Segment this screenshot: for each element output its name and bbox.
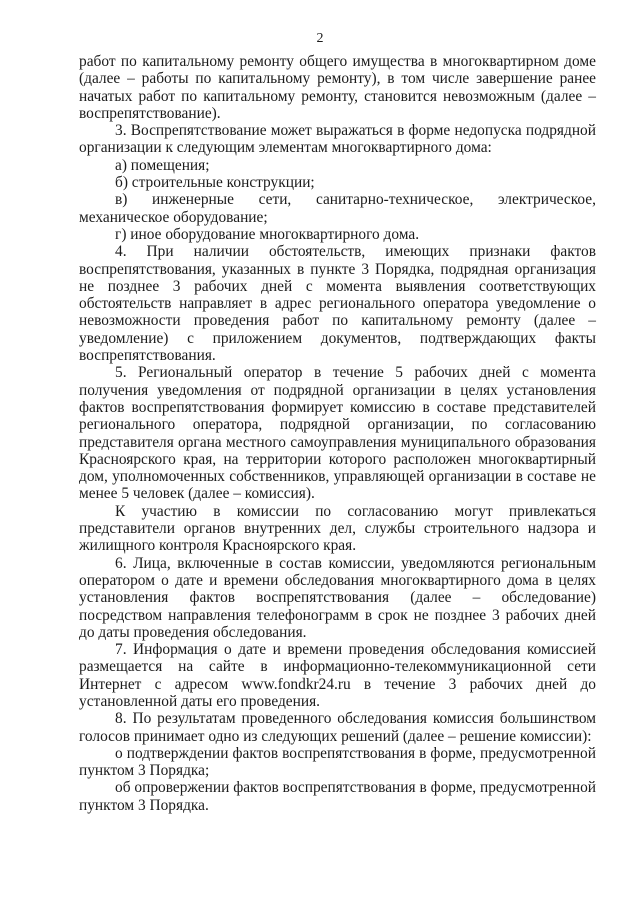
- list-item: об опровержении фактов воспрепятствования в форме, предусмотренной пунктом 3 Порядка.: [79, 779, 596, 814]
- paragraph: 4. При наличии обстоятельств, имеющих признаки фактов воспрепятствования, указанных в пункте 3 Порядка, подрядная организация не позднее 3 рабочих дней с момента выявления соответствующих обстоятельств направляет в адрес регионального оператора уведомление о невозможности проведения работ по капитальному ремонту (далее – уведомление) с приложением документов, подтверждающих факты воспрепятствования.: [79, 243, 596, 365]
- list-item: в) инженерные сети, санитарно-техническое, электрическое, механическое оборудование;: [79, 191, 596, 226]
- list-item: б) строительные конструкции;: [115, 174, 315, 192]
- list-item: г) иное оборудование многоквартирного дома.: [115, 225, 420, 243]
- paragraph: 3. Воспрепятствование может выражаться в форме недопуска подрядной организации к следующим элементам многоквартирного дома:: [79, 122, 596, 157]
- paragraph: 7. Информация о дате и времени проведения обследования комиссией размещается на сайте в информационно-телекоммуникационной сети Интернет с адресом www.fondkr24.ru в течение 3 рабочих дней до установленной даты его проведения.: [79, 641, 596, 710]
- paragraph: 6. Лица, включенные в состав комиссии, уведомляются региональным оператором о дате и времени обследования многоквартирного дома в целях установления фактов воспрепятствования (далее – обследование) посредством направления телефонограмм в срок не позднее 3 рабочих дней до даты проведения обследования.: [79, 554, 596, 641]
- list-item: а) помещения;: [115, 156, 210, 174]
- list-item: о подтверждении фактов воспрепятствования в форме, предусмотренной пунктом 3 Порядка;: [79, 744, 596, 780]
- paragraph: 5. Региональный оператор в течение 5 рабочих дней с момента получения уведомления от подрядной организации в целях установления фактов воспрепятствования формирует комиссию в составе представителей регионального оператора, подрядной организации, по согласованию представителя органа местного самоуправления муниципального образования Красноярского края, на территории которого расположен многоквартирный дом, уполномоченных собственников, управляющей организации в составе не менее 5 человек (далее – комиссия).: [79, 364, 596, 503]
- paragraph: 8. По результатам проведенного обследования комиссия большинством голосов принимает одно из следующих решений (далее – решение комиссии):: [79, 710, 596, 745]
- paragraph: К участию в комиссии по согласованию могут привлекаться представители органов внутренних дел, службы строительного надзора и жилищного контроля Красноярского края.: [79, 502, 596, 555]
- document-body: [79, 53, 596, 814]
- page-number: 2: [316, 31, 324, 46]
- paragraph: работ по капитальному ремонту общего имущества в многоквартирном доме (далее – работы по капитальному ремонту), в том числе завершение ранее начатых работ по капитальному ремонту, становится невозможным (далее – воспрепятствование).: [79, 53, 596, 122]
